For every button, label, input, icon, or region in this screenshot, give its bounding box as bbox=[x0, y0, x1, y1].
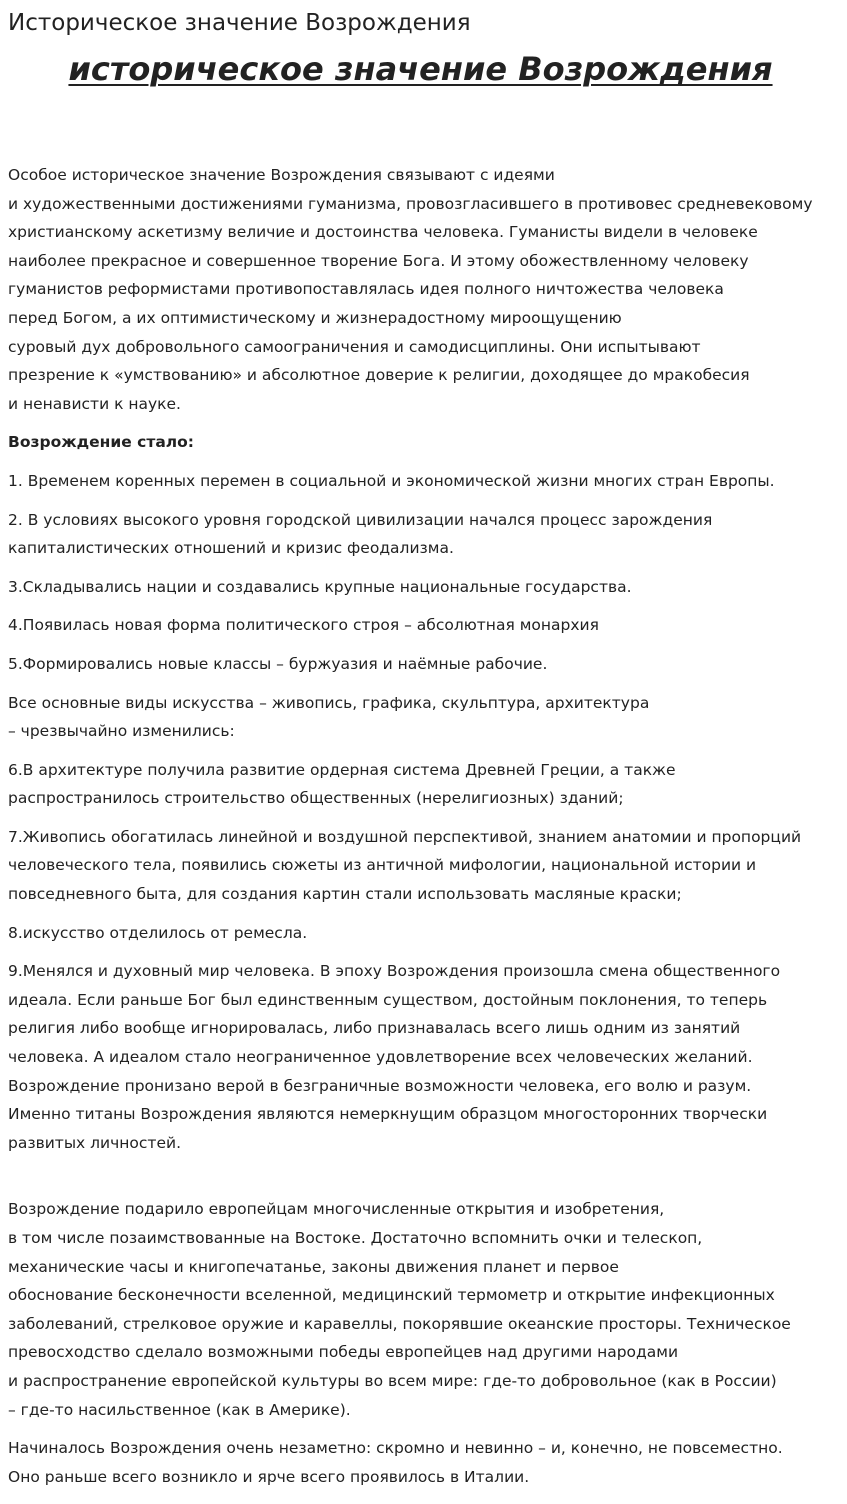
point-1 bbox=[8, 467, 844, 496]
text-line: Возрождение подарило европейцам многочисленные открытия и изобретения, bbox=[8, 1200, 665, 1219]
point-7 bbox=[8, 823, 844, 909]
text-line: 4.Появилась новая форма политического строя – абсолютная монархия bbox=[8, 616, 599, 635]
text-line: Именно титаны Возрождения являются немеркнущим образцом многосторонних творчески bbox=[8, 1105, 768, 1124]
text-line: заболеваний, стрелковое оружие и каравеллы, покорявшие океанские просторы. Техническое bbox=[8, 1314, 791, 1333]
text-line: – где-то насильственное (как в Америке). bbox=[8, 1400, 351, 1419]
spacer bbox=[8, 1167, 844, 1195]
text-line: распространилось строительство общественных (нерелигиозных) зданий; bbox=[8, 789, 624, 808]
text-line: и распространение европейской культуры во всем мире: где-то добровольное (как в России) bbox=[8, 1371, 777, 1390]
text-line: механические часы и книгопечатанье, законы движения планет и первое bbox=[8, 1257, 619, 1276]
text-line: христианскому аскетизму величие и достоинства человека. Гуманисты видели в человеке bbox=[8, 223, 758, 242]
text-line: развитых личностей. bbox=[8, 1133, 181, 1152]
text-line: 5.Формировались новые классы – буржуазия и наёмные рабочие. bbox=[8, 654, 548, 673]
text-line: – чрезвычайно изменились: bbox=[8, 722, 235, 741]
point-8 bbox=[8, 919, 844, 948]
arts-paragraph bbox=[8, 689, 844, 746]
text-line: 1. Временем коренных перемен в социальной и экономической жизни многих стран Европы. bbox=[8, 471, 775, 490]
text-line: Оно раньше всего возникло и ярче всего проявилось в Италии. bbox=[8, 1467, 530, 1486]
text-line: перед Богом, а их оптимистическому и жизнерадостному мироощущению bbox=[8, 308, 622, 327]
section-subheading: Возрождение стало: bbox=[8, 433, 194, 452]
text-line: обоснование бесконечности вселенной, медицинский термометр и открытие инфекционных bbox=[8, 1286, 775, 1305]
text-line: идеала. Если раньше Бог был единственным существом, достойным поклонения, то теперь bbox=[8, 990, 768, 1009]
point-2 bbox=[8, 506, 844, 563]
closing-paragraph bbox=[8, 1434, 844, 1491]
text-line: в том числе позаимствованные на Востоке. Достаточно вспомнить очки и телескоп, bbox=[8, 1229, 703, 1247]
text-line: человеческого тела, появились сюжеты из античной мифологии, национальной истории и bbox=[8, 856, 757, 875]
point-6 bbox=[8, 756, 844, 813]
text-line: и ненависти к науке. bbox=[8, 394, 181, 413]
text-line: презрение к «умствованию» и абсолютное доверие к религии, доходящее до мракобесия bbox=[8, 366, 750, 385]
intro-paragraph bbox=[8, 161, 844, 418]
text-line: повседневного быта, для создания картин стали использовать масляные краски; bbox=[8, 885, 682, 904]
article-body bbox=[8, 161, 844, 1501]
text-line: капиталистических отношений и кризис феодализма. bbox=[8, 539, 454, 558]
text-line: превосходство сделало возможными победы европейцев над другими народами bbox=[8, 1343, 679, 1362]
discoveries-paragraph bbox=[8, 1195, 844, 1424]
text-line: и художественными достижениями гуманизма, провозгласившего в противовес средневековому bbox=[8, 194, 813, 213]
document-title: историческое значение Возрождения bbox=[68, 50, 773, 88]
text-line: 2. В условиях высокого уровня городской цивилизации начался процесс зарождения bbox=[8, 510, 713, 529]
text-line: Возрождение пронизано верой в безграничные возможности человека, его волю и разум. bbox=[8, 1076, 752, 1095]
text-line: Особое историческое значение Возрождения связывают с идеями bbox=[8, 166, 555, 184]
text-line: 8.искусство отделилось от ремесла. bbox=[8, 923, 308, 942]
text-line: 9.Менялся и духовный мир человека. В эпоху Возрождения произошла смена общественного bbox=[8, 962, 781, 981]
point-3 bbox=[8, 573, 844, 602]
subheading-paragraph bbox=[8, 428, 844, 457]
text-line: гуманистов реформистами противопоставлялась идея полного ничтожества человека bbox=[8, 280, 724, 299]
point-9 bbox=[8, 957, 844, 1157]
page-title: Историческое значение Возрождения bbox=[8, 10, 471, 36]
text-line: наиболее прекрасное и совершенное творение Бога. И этому обожествленному человеку bbox=[8, 251, 749, 270]
text-line: 6.В архитектуре получила развитие ордерная система Древней Греции, а также bbox=[8, 760, 676, 779]
text-line: 3.Складывались нации и создавались крупные национальные государства. bbox=[8, 577, 632, 596]
point-4 bbox=[8, 611, 844, 640]
point-5 bbox=[8, 650, 844, 679]
text-line: 7.Живопись обогатилась линейной и воздушной перспективой, знанием анатомии и пропорций bbox=[8, 827, 802, 846]
text-line: Начиналось Возрождения очень незаметно: скромно и невинно – и, конечно, не повсеместно. bbox=[8, 1439, 783, 1458]
text-line: суровый дух добровольного самоограничения и самодисциплины. Они испытывают bbox=[8, 337, 701, 356]
text-line: человека. А идеалом стало неограниченное удовлетворение всех человеческих желаний. bbox=[8, 1048, 753, 1067]
text-line: религия либо вообще игнорировалась, либо признавалась всего лишь одним из занятий bbox=[8, 1019, 741, 1038]
text-line: Все основные виды искусства – живопись, графика, скульптура, архитектура bbox=[8, 693, 650, 712]
